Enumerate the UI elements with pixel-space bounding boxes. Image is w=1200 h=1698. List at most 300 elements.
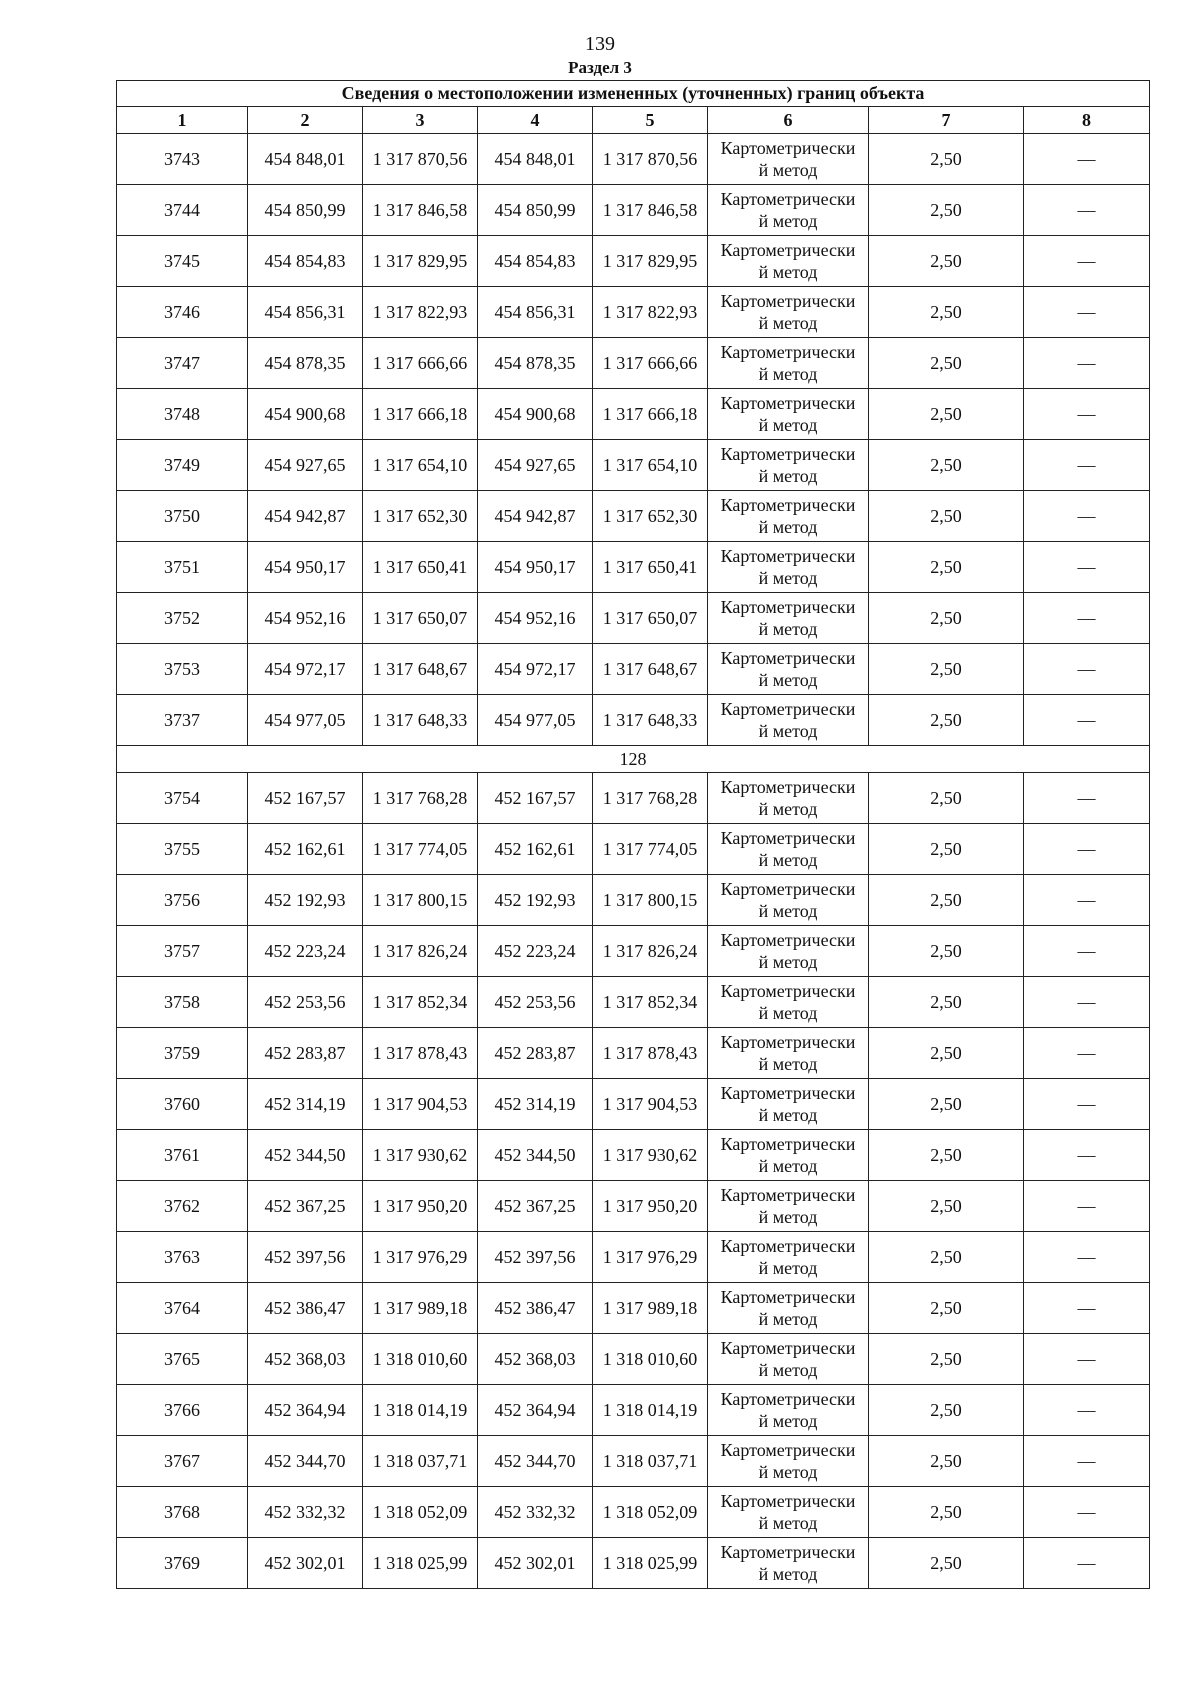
y-new-cell: 1 317 652,30: [593, 491, 708, 542]
y-old-cell: 1 317 989,18: [363, 1283, 478, 1334]
accuracy-cell: 2,50: [869, 491, 1024, 542]
x-new-cell: 452 314,19: [478, 1079, 593, 1130]
method-text-line: й метод: [758, 1156, 818, 1176]
description-cell: —: [1024, 491, 1150, 542]
point-number-cell: 3763: [117, 1232, 248, 1283]
accuracy-cell: 2,50: [869, 440, 1024, 491]
x-new-cell: 454 950,17: [478, 542, 593, 593]
y-new-cell: 1 317 852,34: [593, 977, 708, 1028]
y-old-cell: 1 317 870,56: [363, 134, 478, 185]
accuracy-cell: 2,50: [869, 1028, 1024, 1079]
x-new-cell: 454 878,35: [478, 338, 593, 389]
table-row: [117, 287, 1150, 338]
method-text-line: й метод: [758, 1360, 818, 1380]
column-number-5: 5: [593, 107, 708, 134]
method-cell: [708, 491, 869, 542]
point-number-cell: 3743: [117, 134, 248, 185]
x-old-cell: 452 364,94: [248, 1385, 363, 1436]
accuracy-cell: 2,50: [869, 185, 1024, 236]
method-text-line: й метод: [758, 670, 818, 690]
accuracy-cell: 2,50: [869, 644, 1024, 695]
y-old-cell: 1 317 654,10: [363, 440, 478, 491]
y-new-cell: 1 317 768,28: [593, 773, 708, 824]
y-old-cell: 1 317 666,18: [363, 389, 478, 440]
point-number-cell: 3759: [117, 1028, 248, 1079]
y-old-cell: 1 318 010,60: [363, 1334, 478, 1385]
x-new-cell: 454 848,01: [478, 134, 593, 185]
point-number-cell: 3737: [117, 695, 248, 746]
method-text-line: й метод: [758, 799, 818, 819]
method-text-line: й метод: [758, 262, 818, 282]
accuracy-cell: 2,50: [869, 593, 1024, 644]
table-row: [117, 542, 1150, 593]
description-cell: —: [1024, 1334, 1150, 1385]
accuracy-cell: 2,50: [869, 1334, 1024, 1385]
point-number-cell: 3765: [117, 1334, 248, 1385]
x-new-cell: 452 302,01: [478, 1538, 593, 1589]
table-caption-row: [117, 81, 1150, 107]
x-old-cell: 454 927,65: [248, 440, 363, 491]
table-row: [117, 644, 1150, 695]
method-cell: [708, 1538, 869, 1589]
method-cell: [708, 389, 869, 440]
y-new-cell: 1 317 989,18: [593, 1283, 708, 1334]
x-old-cell: 452 192,93: [248, 875, 363, 926]
method-cell: [708, 287, 869, 338]
column-number-6: 6: [708, 107, 869, 134]
method-text-line: Картометрически: [720, 828, 856, 848]
method-cell: [708, 338, 869, 389]
method-text-line: й метод: [758, 160, 818, 180]
method-text-line: й метод: [758, 1462, 818, 1482]
method-cell: [708, 1130, 869, 1181]
point-number-cell: 3768: [117, 1487, 248, 1538]
method-text-line: Картометрически: [720, 444, 856, 464]
x-old-cell: 452 344,50: [248, 1130, 363, 1181]
method-text-line: й метод: [758, 466, 818, 486]
description-cell: —: [1024, 1181, 1150, 1232]
x-new-cell: 452 223,24: [478, 926, 593, 977]
table-row: [117, 1283, 1150, 1334]
column-number-row: [117, 107, 1150, 134]
accuracy-cell: 2,50: [869, 695, 1024, 746]
description-cell: —: [1024, 773, 1150, 824]
y-old-cell: 1 318 052,09: [363, 1487, 478, 1538]
method-cell: [708, 1385, 869, 1436]
accuracy-cell: 2,50: [869, 1079, 1024, 1130]
table-row: [117, 977, 1150, 1028]
accuracy-cell: 2,50: [869, 926, 1024, 977]
method-text-line: Картометрически: [720, 1185, 856, 1205]
boundary-coordinates-table: [116, 80, 1150, 1589]
description-cell: —: [1024, 440, 1150, 491]
y-old-cell: 1 317 829,95: [363, 236, 478, 287]
x-old-cell: 454 856,31: [248, 287, 363, 338]
point-number-cell: 3747: [117, 338, 248, 389]
y-new-cell: 1 317 878,43: [593, 1028, 708, 1079]
table-row: [117, 773, 1150, 824]
y-new-cell: 1 317 822,93: [593, 287, 708, 338]
accuracy-cell: 2,50: [869, 1538, 1024, 1589]
x-old-cell: 454 854,83: [248, 236, 363, 287]
description-cell: —: [1024, 1538, 1150, 1589]
y-old-cell: 1 317 774,05: [363, 824, 478, 875]
y-new-cell: 1 317 650,07: [593, 593, 708, 644]
y-old-cell: 1 317 666,66: [363, 338, 478, 389]
method-text-line: Картометрически: [720, 879, 856, 899]
point-number-cell: 3755: [117, 824, 248, 875]
point-number-cell: 3761: [117, 1130, 248, 1181]
method-cell: [708, 542, 869, 593]
y-old-cell: 1 317 930,62: [363, 1130, 478, 1181]
x-new-cell: 452 167,57: [478, 773, 593, 824]
accuracy-cell: 2,50: [869, 1130, 1024, 1181]
x-old-cell: 452 223,24: [248, 926, 363, 977]
accuracy-cell: 2,50: [869, 1181, 1024, 1232]
table-row: [117, 440, 1150, 491]
method-text-line: Картометрически: [720, 240, 856, 260]
point-number-cell: 3762: [117, 1181, 248, 1232]
x-new-cell: 454 850,99: [478, 185, 593, 236]
x-old-cell: 452 386,47: [248, 1283, 363, 1334]
y-new-cell: 1 318 037,71: [593, 1436, 708, 1487]
y-new-cell: 1 317 800,15: [593, 875, 708, 926]
description-cell: —: [1024, 1385, 1150, 1436]
x-old-cell: 452 332,32: [248, 1487, 363, 1538]
table-row: [117, 1130, 1150, 1181]
x-old-cell: 452 344,70: [248, 1436, 363, 1487]
x-new-cell: 452 253,56: [478, 977, 593, 1028]
accuracy-cell: 2,50: [869, 1385, 1024, 1436]
accuracy-cell: 2,50: [869, 338, 1024, 389]
method-cell: [708, 1487, 869, 1538]
x-new-cell: 454 856,31: [478, 287, 593, 338]
x-old-cell: 452 367,25: [248, 1181, 363, 1232]
y-new-cell: 1 317 846,58: [593, 185, 708, 236]
description-cell: —: [1024, 1232, 1150, 1283]
method-text-line: Картометрически: [720, 393, 856, 413]
column-number-3: 3: [363, 107, 478, 134]
group-label: 128: [117, 746, 1150, 773]
table-row: [117, 1334, 1150, 1385]
section-title: Раздел 3: [568, 58, 632, 77]
description-cell: —: [1024, 236, 1150, 287]
x-old-cell: 454 850,99: [248, 185, 363, 236]
method-text-line: Картометрически: [720, 138, 856, 158]
description-cell: —: [1024, 824, 1150, 875]
description-cell: —: [1024, 644, 1150, 695]
table-row: [117, 1538, 1150, 1589]
y-new-cell: 1 317 904,53: [593, 1079, 708, 1130]
y-new-cell: 1 317 829,95: [593, 236, 708, 287]
x-new-cell: 454 972,17: [478, 644, 593, 695]
accuracy-cell: 2,50: [869, 875, 1024, 926]
method-text-line: й метод: [758, 901, 818, 921]
method-cell: [708, 236, 869, 287]
method-cell: [708, 695, 869, 746]
y-new-cell: 1 318 052,09: [593, 1487, 708, 1538]
x-old-cell: 452 253,56: [248, 977, 363, 1028]
table-row: [117, 824, 1150, 875]
method-text-line: Картометрически: [720, 189, 856, 209]
y-old-cell: 1 317 650,07: [363, 593, 478, 644]
description-cell: —: [1024, 389, 1150, 440]
method-text-line: Картометрически: [720, 342, 856, 362]
accuracy-cell: 2,50: [869, 236, 1024, 287]
x-new-cell: 452 332,32: [478, 1487, 593, 1538]
table-row: [117, 593, 1150, 644]
point-number-cell: 3758: [117, 977, 248, 1028]
description-cell: —: [1024, 1079, 1150, 1130]
x-new-cell: 452 367,25: [478, 1181, 593, 1232]
x-new-cell: 454 854,83: [478, 236, 593, 287]
description-cell: —: [1024, 593, 1150, 644]
point-number-cell: 3749: [117, 440, 248, 491]
point-number-cell: 3760: [117, 1079, 248, 1130]
method-text-line: Картометрически: [720, 777, 856, 797]
column-number-2: 2: [248, 107, 363, 134]
method-text-line: Картометрически: [720, 699, 856, 719]
accuracy-cell: 2,50: [869, 1283, 1024, 1334]
y-old-cell: 1 317 768,28: [363, 773, 478, 824]
y-old-cell: 1 317 800,15: [363, 875, 478, 926]
x-old-cell: 452 283,87: [248, 1028, 363, 1079]
method-text-line: й метод: [758, 1105, 818, 1125]
table-row: [117, 389, 1150, 440]
y-new-cell: 1 317 774,05: [593, 824, 708, 875]
x-old-cell: 454 878,35: [248, 338, 363, 389]
y-old-cell: 1 317 648,67: [363, 644, 478, 695]
accuracy-cell: 2,50: [869, 824, 1024, 875]
method-text-line: Картометрически: [720, 1236, 856, 1256]
method-text-line: Картометрически: [720, 1542, 856, 1562]
method-text-line: й метод: [758, 568, 818, 588]
table-row: [117, 1028, 1150, 1079]
group-row: [117, 746, 1150, 773]
x-old-cell: 454 972,17: [248, 644, 363, 695]
method-text-line: Картометрически: [720, 495, 856, 515]
method-text-line: Картометрически: [720, 1389, 856, 1409]
point-number-cell: 3757: [117, 926, 248, 977]
point-number-cell: 3750: [117, 491, 248, 542]
method-cell: [708, 440, 869, 491]
y-old-cell: 1 318 014,19: [363, 1385, 478, 1436]
table-row: [117, 926, 1150, 977]
method-text-line: й метод: [758, 1003, 818, 1023]
method-cell: [708, 1079, 869, 1130]
accuracy-cell: 2,50: [869, 287, 1024, 338]
x-old-cell: 454 950,17: [248, 542, 363, 593]
method-text-line: й метод: [758, 1564, 818, 1584]
point-number-cell: 3753: [117, 644, 248, 695]
x-new-cell: 452 162,61: [478, 824, 593, 875]
method-text-line: Картометрически: [720, 648, 856, 668]
y-new-cell: 1 318 014,19: [593, 1385, 708, 1436]
x-old-cell: 454 942,87: [248, 491, 363, 542]
x-new-cell: 452 386,47: [478, 1283, 593, 1334]
accuracy-cell: 2,50: [869, 773, 1024, 824]
table-row: [117, 1487, 1150, 1538]
y-new-cell: 1 317 950,20: [593, 1181, 708, 1232]
method-cell: [708, 926, 869, 977]
method-text-line: Картометрически: [720, 1338, 856, 1358]
table-row: [117, 338, 1150, 389]
method-text-line: й метод: [758, 952, 818, 972]
point-number-cell: 3766: [117, 1385, 248, 1436]
method-text-line: й метод: [758, 1258, 818, 1278]
y-old-cell: 1 317 976,29: [363, 1232, 478, 1283]
x-old-cell: 454 848,01: [248, 134, 363, 185]
y-new-cell: 1 317 666,66: [593, 338, 708, 389]
method-text-line: й метод: [758, 850, 818, 870]
accuracy-cell: 2,50: [869, 977, 1024, 1028]
method-text-line: й метод: [758, 415, 818, 435]
x-new-cell: 454 927,65: [478, 440, 593, 491]
y-old-cell: 1 317 878,43: [363, 1028, 478, 1079]
x-new-cell: 452 364,94: [478, 1385, 593, 1436]
point-number-cell: 3751: [117, 542, 248, 593]
point-number-cell: 3754: [117, 773, 248, 824]
method-text-line: Картометрически: [720, 981, 856, 1001]
y-old-cell: 1 317 904,53: [363, 1079, 478, 1130]
column-number-4: 4: [478, 107, 593, 134]
y-new-cell: 1 317 870,56: [593, 134, 708, 185]
method-text-line: Картометрически: [720, 546, 856, 566]
table-row: [117, 695, 1150, 746]
y-new-cell: 1 317 666,18: [593, 389, 708, 440]
x-old-cell: 454 900,68: [248, 389, 363, 440]
method-text-line: Картометрически: [720, 597, 856, 617]
table-row: [117, 1436, 1150, 1487]
description-cell: —: [1024, 338, 1150, 389]
table-row: [117, 185, 1150, 236]
accuracy-cell: 2,50: [869, 1487, 1024, 1538]
method-cell: [708, 1283, 869, 1334]
table-row: [117, 875, 1150, 926]
method-cell: [708, 1334, 869, 1385]
x-old-cell: 454 952,16: [248, 593, 363, 644]
method-cell: [708, 134, 869, 185]
x-new-cell: 454 942,87: [478, 491, 593, 542]
x-new-cell: 452 283,87: [478, 1028, 593, 1079]
method-cell: [708, 1436, 869, 1487]
description-cell: —: [1024, 1436, 1150, 1487]
y-new-cell: 1 317 976,29: [593, 1232, 708, 1283]
x-old-cell: 452 162,61: [248, 824, 363, 875]
method-cell: [708, 773, 869, 824]
method-cell: [708, 593, 869, 644]
y-new-cell: 1 317 654,10: [593, 440, 708, 491]
x-new-cell: 454 900,68: [478, 389, 593, 440]
method-text-line: й метод: [758, 1054, 818, 1074]
table-row: [117, 134, 1150, 185]
method-text-line: Картометрически: [720, 930, 856, 950]
method-text-line: й метод: [758, 517, 818, 537]
description-cell: —: [1024, 542, 1150, 593]
table-row: [117, 1079, 1150, 1130]
method-text-line: й метод: [758, 619, 818, 639]
method-text-line: Картометрически: [720, 1032, 856, 1052]
table-caption: Сведения о местоположении измененных (уточненных) границ объекта: [117, 81, 1150, 107]
accuracy-cell: 2,50: [869, 1436, 1024, 1487]
x-new-cell: 452 368,03: [478, 1334, 593, 1385]
description-cell: —: [1024, 1283, 1150, 1334]
x-new-cell: 452 344,50: [478, 1130, 593, 1181]
y-old-cell: 1 317 950,20: [363, 1181, 478, 1232]
description-cell: —: [1024, 1028, 1150, 1079]
description-cell: —: [1024, 287, 1150, 338]
x-new-cell: 452 192,93: [478, 875, 593, 926]
y-old-cell: 1 317 852,34: [363, 977, 478, 1028]
method-text-line: й метод: [758, 364, 818, 384]
description-cell: —: [1024, 185, 1150, 236]
method-text-line: Картометрически: [720, 1440, 856, 1460]
method-text-line: Картометрически: [720, 1287, 856, 1307]
y-new-cell: 1 317 826,24: [593, 926, 708, 977]
y-old-cell: 1 317 846,58: [363, 185, 478, 236]
y-new-cell: 1 317 648,33: [593, 695, 708, 746]
x-old-cell: 452 167,57: [248, 773, 363, 824]
x-new-cell: 454 977,05: [478, 695, 593, 746]
method-text-line: й метод: [758, 1411, 818, 1431]
y-new-cell: 1 317 648,67: [593, 644, 708, 695]
description-cell: —: [1024, 875, 1150, 926]
description-cell: —: [1024, 1487, 1150, 1538]
method-text-line: Картометрически: [720, 291, 856, 311]
description-cell: —: [1024, 926, 1150, 977]
accuracy-cell: 2,50: [869, 1232, 1024, 1283]
point-number-cell: 3764: [117, 1283, 248, 1334]
accuracy-cell: 2,50: [869, 389, 1024, 440]
y-old-cell: 1 317 822,93: [363, 287, 478, 338]
y-old-cell: 1 317 652,30: [363, 491, 478, 542]
x-old-cell: 452 368,03: [248, 1334, 363, 1385]
column-number-1: 1: [117, 107, 248, 134]
point-number-cell: 3756: [117, 875, 248, 926]
method-text-line: Картометрически: [720, 1083, 856, 1103]
method-text-line: й метод: [758, 1513, 818, 1533]
method-cell: [708, 977, 869, 1028]
point-number-cell: 3752: [117, 593, 248, 644]
x-old-cell: 452 302,01: [248, 1538, 363, 1589]
method-cell: [708, 1181, 869, 1232]
method-cell: [708, 1232, 869, 1283]
column-number-7: 7: [869, 107, 1024, 134]
method-text-line: й метод: [758, 313, 818, 333]
method-cell: [708, 644, 869, 695]
x-new-cell: 454 952,16: [478, 593, 593, 644]
description-cell: —: [1024, 134, 1150, 185]
description-cell: —: [1024, 977, 1150, 1028]
table-row: [117, 491, 1150, 542]
method-text-line: Картометрически: [720, 1134, 856, 1154]
y-old-cell: 1 318 037,71: [363, 1436, 478, 1487]
x-new-cell: 452 397,56: [478, 1232, 593, 1283]
y-new-cell: 1 318 010,60: [593, 1334, 708, 1385]
method-cell: [708, 875, 869, 926]
page-number: 139: [585, 33, 615, 55]
y-old-cell: 1 317 826,24: [363, 926, 478, 977]
method-cell: [708, 824, 869, 875]
table-row: [117, 1232, 1150, 1283]
table-row: [117, 1385, 1150, 1436]
method-cell: [708, 185, 869, 236]
y-old-cell: 1 317 650,41: [363, 542, 478, 593]
table-row: [117, 1181, 1150, 1232]
x-old-cell: 452 397,56: [248, 1232, 363, 1283]
method-text-line: й метод: [758, 1309, 818, 1329]
point-number-cell: 3748: [117, 389, 248, 440]
